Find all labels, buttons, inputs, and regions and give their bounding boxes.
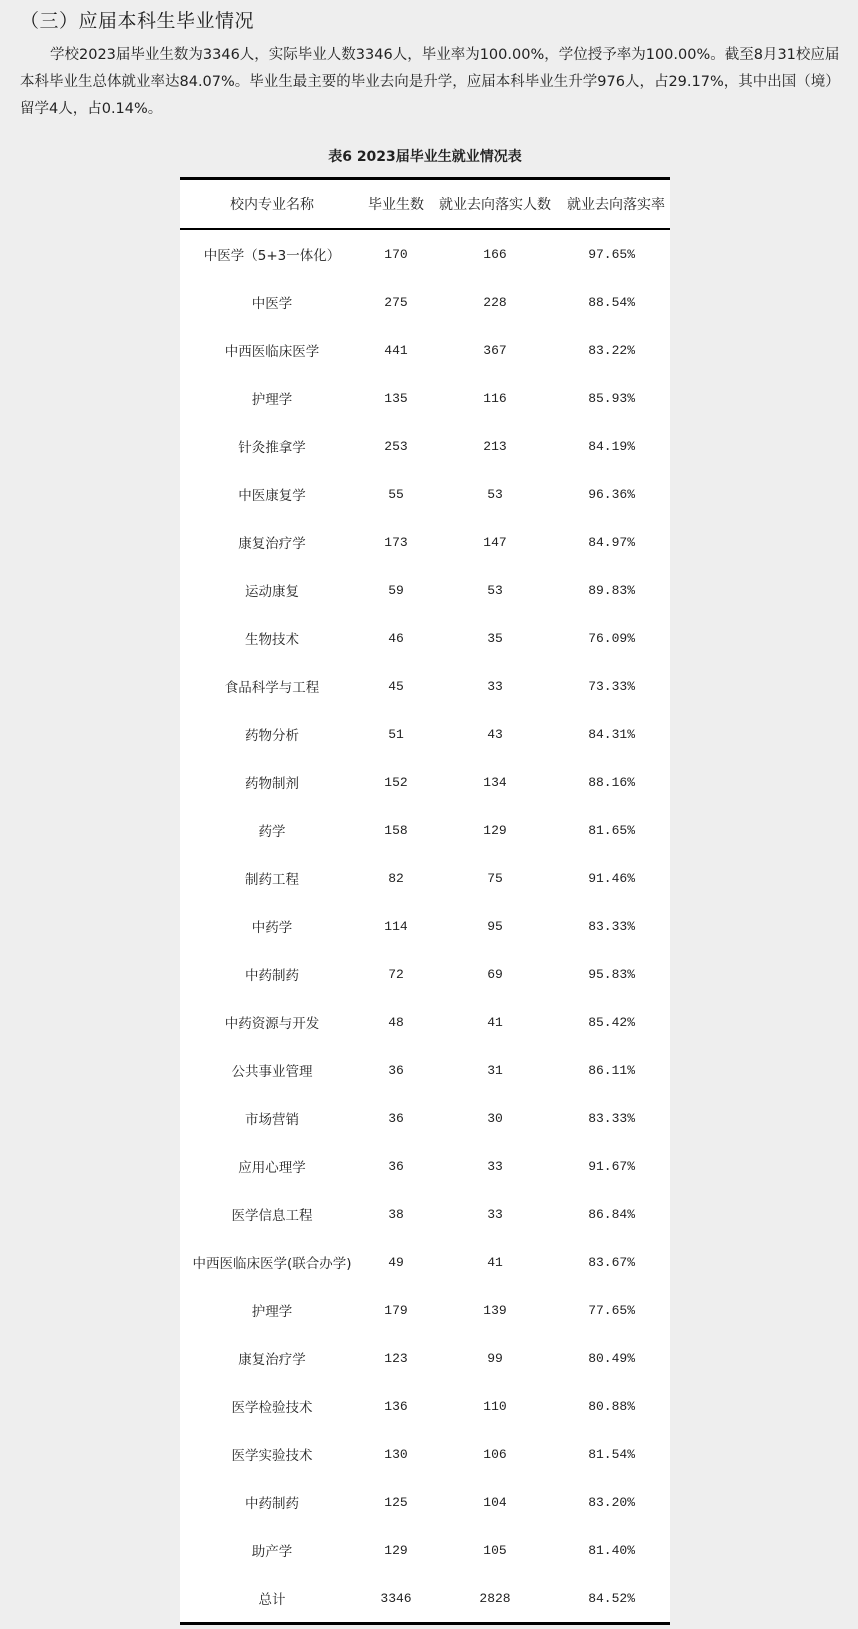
cell-rate: 85.42% <box>588 1014 635 1030</box>
cell-major: 市场营销 <box>245 1112 299 1128</box>
table-row <box>180 1286 670 1334</box>
cell-employed: 116 <box>483 390 507 406</box>
cell-employed: 134 <box>483 774 507 790</box>
table-row <box>180 1478 670 1526</box>
cell-graduates: 152 <box>384 774 408 790</box>
header-graduates: 毕业生数 <box>364 180 428 229</box>
cell-major: 中医学 <box>251 296 293 312</box>
cell-employed: 33 <box>487 678 503 694</box>
cell-employed: 105 <box>483 1542 507 1558</box>
cell-rate: 86.84% <box>588 1206 635 1222</box>
table-row <box>180 278 670 326</box>
table-row <box>180 1142 670 1190</box>
cell-rate: 73.33% <box>588 678 635 694</box>
cell-employed: 53 <box>487 486 503 502</box>
section-title: （三）应届本科生毕业情况 <box>20 10 255 32</box>
cell-graduates: 36 <box>388 1158 404 1174</box>
table-row <box>180 854 670 902</box>
cell-rate: 83.33% <box>588 1110 635 1126</box>
table-row <box>180 614 670 662</box>
cell-graduates: 48 <box>388 1014 404 1030</box>
cell-employed: 139 <box>483 1302 507 1318</box>
cell-rate: 83.33% <box>588 918 635 934</box>
cell-major: 药物分析 <box>245 728 299 744</box>
table-row <box>180 422 670 470</box>
cell-rate: 96.36% <box>588 486 635 502</box>
cell-graduates: 173 <box>384 534 408 550</box>
cell-graduates: 36 <box>388 1110 404 1126</box>
cell-graduates: 114 <box>384 918 408 934</box>
cell-major: 中医学（5+3一体化） <box>203 248 341 264</box>
cell-rate: 88.16% <box>588 774 635 790</box>
header-major: 校内专业名称 <box>180 180 364 229</box>
table-header-row <box>180 180 670 229</box>
cell-rate: 97.65% <box>588 246 635 262</box>
cell-graduates: 38 <box>388 1206 404 1222</box>
cell-major: 制药工程 <box>245 872 299 888</box>
cell-employed: 106 <box>483 1446 507 1462</box>
cell-graduates: 441 <box>384 342 408 358</box>
cell-major: 总计 <box>258 1592 286 1608</box>
cell-rate: 86.11% <box>588 1062 635 1078</box>
cell-rate: 83.67% <box>588 1254 635 1270</box>
cell-employed: 75 <box>487 870 503 886</box>
cell-major: 针灸推拿学 <box>238 440 306 456</box>
cell-rate: 83.22% <box>588 342 635 358</box>
employment-table-container <box>180 177 670 1625</box>
table-row <box>180 806 670 854</box>
table-row <box>180 1238 670 1286</box>
cell-major: 中西医临床医学(联合办学) <box>192 1256 352 1272</box>
cell-employed: 41 <box>487 1014 503 1030</box>
cell-employed: 33 <box>487 1206 503 1222</box>
cell-graduates: 129 <box>384 1542 408 1558</box>
cell-employed: 31 <box>487 1062 503 1078</box>
table-row <box>180 710 670 758</box>
cell-rate: 89.83% <box>588 582 635 598</box>
cell-major: 生物技术 <box>245 632 299 648</box>
table-row <box>180 470 670 518</box>
cell-graduates: 46 <box>388 630 404 646</box>
cell-rate: 80.88% <box>588 1398 635 1414</box>
cell-graduates: 82 <box>388 870 404 886</box>
cell-major: 护理学 <box>251 1304 293 1320</box>
cell-employed: 69 <box>487 966 503 982</box>
cell-employed: 129 <box>483 822 507 838</box>
cell-graduates: 125 <box>384 1494 408 1510</box>
cell-rate: 84.31% <box>588 726 635 742</box>
cell-rate: 81.40% <box>588 1542 635 1558</box>
employment-table <box>180 180 670 1622</box>
cell-major: 药物制剂 <box>245 776 299 792</box>
table-row <box>180 1334 670 1382</box>
cell-rate: 80.49% <box>588 1350 635 1366</box>
cell-graduates: 135 <box>384 390 408 406</box>
table-row <box>180 758 670 806</box>
cell-rate: 95.83% <box>588 966 635 982</box>
table-total-row <box>180 1574 670 1622</box>
cell-major: 医学实验技术 <box>231 1448 313 1464</box>
cell-major: 药学 <box>258 824 286 840</box>
cell-rate: 84.19% <box>588 438 635 454</box>
cell-employed: 147 <box>483 534 507 550</box>
cell-major: 康复治疗学 <box>238 1352 306 1368</box>
table-row <box>180 902 670 950</box>
table-row <box>180 1094 670 1142</box>
cell-major: 中西医临床医学 <box>224 344 320 360</box>
table-row <box>180 1190 670 1238</box>
cell-graduates: 123 <box>384 1350 408 1366</box>
cell-rate: 91.46% <box>588 870 635 886</box>
cell-major: 运动康复 <box>245 584 299 600</box>
cell-major: 中药制药 <box>245 968 299 984</box>
table-row <box>180 1046 670 1094</box>
cell-graduates: 72 <box>388 966 404 982</box>
cell-major: 中药学 <box>251 920 293 936</box>
cell-rate: 77.65% <box>588 1302 635 1318</box>
cell-graduates: 275 <box>384 294 408 310</box>
cell-employed: 2828 <box>479 1590 511 1606</box>
cell-graduates: 3346 <box>380 1590 412 1606</box>
cell-major: 医学检验技术 <box>231 1400 313 1416</box>
table-row <box>180 950 670 998</box>
cell-employed: 213 <box>483 438 507 454</box>
summary-paragraph: 学校2023届毕业生数为3346人，实际毕业人数3346人，毕业率为100.00%，学位授予率为100.00%。截至8月31校应届本科毕业生总体就业率达84.07%。毕业生最主要的毕业去向是升学，应届本科毕业生升学976人，占29.17%，其中出国（境）留学4人，占0.14%。 <box>20 47 840 117</box>
cell-employed: 33 <box>487 1158 503 1174</box>
cell-employed: 99 <box>487 1350 503 1366</box>
header-rate: 就业去向落实率 <box>562 180 670 229</box>
cell-major: 助产学 <box>251 1544 293 1560</box>
cell-graduates: 59 <box>388 582 404 598</box>
table-row <box>180 374 670 422</box>
table-caption: 表6 2023届毕业生就业情况表 <box>328 149 522 165</box>
cell-major: 医学信息工程 <box>231 1208 313 1224</box>
cell-rate: 88.54% <box>588 294 635 310</box>
cell-graduates: 179 <box>384 1302 408 1318</box>
cell-major: 中医康复学 <box>238 488 306 504</box>
table-row <box>180 1382 670 1430</box>
cell-employed: 166 <box>483 246 507 262</box>
cell-employed: 35 <box>487 630 503 646</box>
cell-rate: 81.65% <box>588 822 635 838</box>
table-row <box>180 518 670 566</box>
cell-major: 公共事业管理 <box>231 1064 313 1080</box>
cell-graduates: 170 <box>384 246 408 262</box>
cell-graduates: 253 <box>384 438 408 454</box>
cell-major: 食品科学与工程 <box>224 680 320 696</box>
cell-graduates: 49 <box>388 1254 404 1270</box>
table-row <box>180 998 670 1046</box>
cell-major: 护理学 <box>251 392 293 408</box>
cell-rate: 76.09% <box>588 630 635 646</box>
cell-major: 中药资源与开发 <box>224 1016 320 1032</box>
cell-employed: 110 <box>483 1398 507 1414</box>
cell-graduates: 36 <box>388 1062 404 1078</box>
cell-rate: 83.20% <box>588 1494 635 1510</box>
header-employed: 就业去向落实人数 <box>428 180 562 229</box>
cell-employed: 43 <box>487 726 503 742</box>
cell-graduates: 45 <box>388 678 404 694</box>
cell-employed: 53 <box>487 582 503 598</box>
table-row <box>180 229 670 278</box>
cell-employed: 104 <box>483 1494 507 1510</box>
cell-graduates: 55 <box>388 486 404 502</box>
cell-graduates: 130 <box>384 1446 408 1462</box>
table-row <box>180 566 670 614</box>
cell-employed: 228 <box>483 294 507 310</box>
cell-major: 中药制药 <box>245 1496 299 1512</box>
cell-rate: 91.67% <box>588 1158 635 1174</box>
cell-major: 康复治疗学 <box>238 536 306 552</box>
table-row <box>180 1526 670 1574</box>
cell-employed: 367 <box>483 342 507 358</box>
cell-rate: 84.52% <box>588 1590 635 1606</box>
cell-rate: 81.54% <box>588 1446 635 1462</box>
cell-employed: 95 <box>487 918 503 934</box>
cell-employed: 30 <box>487 1110 503 1126</box>
cell-major: 应用心理学 <box>238 1160 306 1176</box>
cell-rate: 84.97% <box>588 534 635 550</box>
cell-rate: 85.93% <box>588 390 635 406</box>
cell-graduates: 51 <box>388 726 404 742</box>
table-row <box>180 326 670 374</box>
cell-graduates: 158 <box>384 822 408 838</box>
cell-graduates: 136 <box>384 1398 408 1414</box>
table-row <box>180 1430 670 1478</box>
cell-employed: 41 <box>487 1254 503 1270</box>
table-row <box>180 662 670 710</box>
